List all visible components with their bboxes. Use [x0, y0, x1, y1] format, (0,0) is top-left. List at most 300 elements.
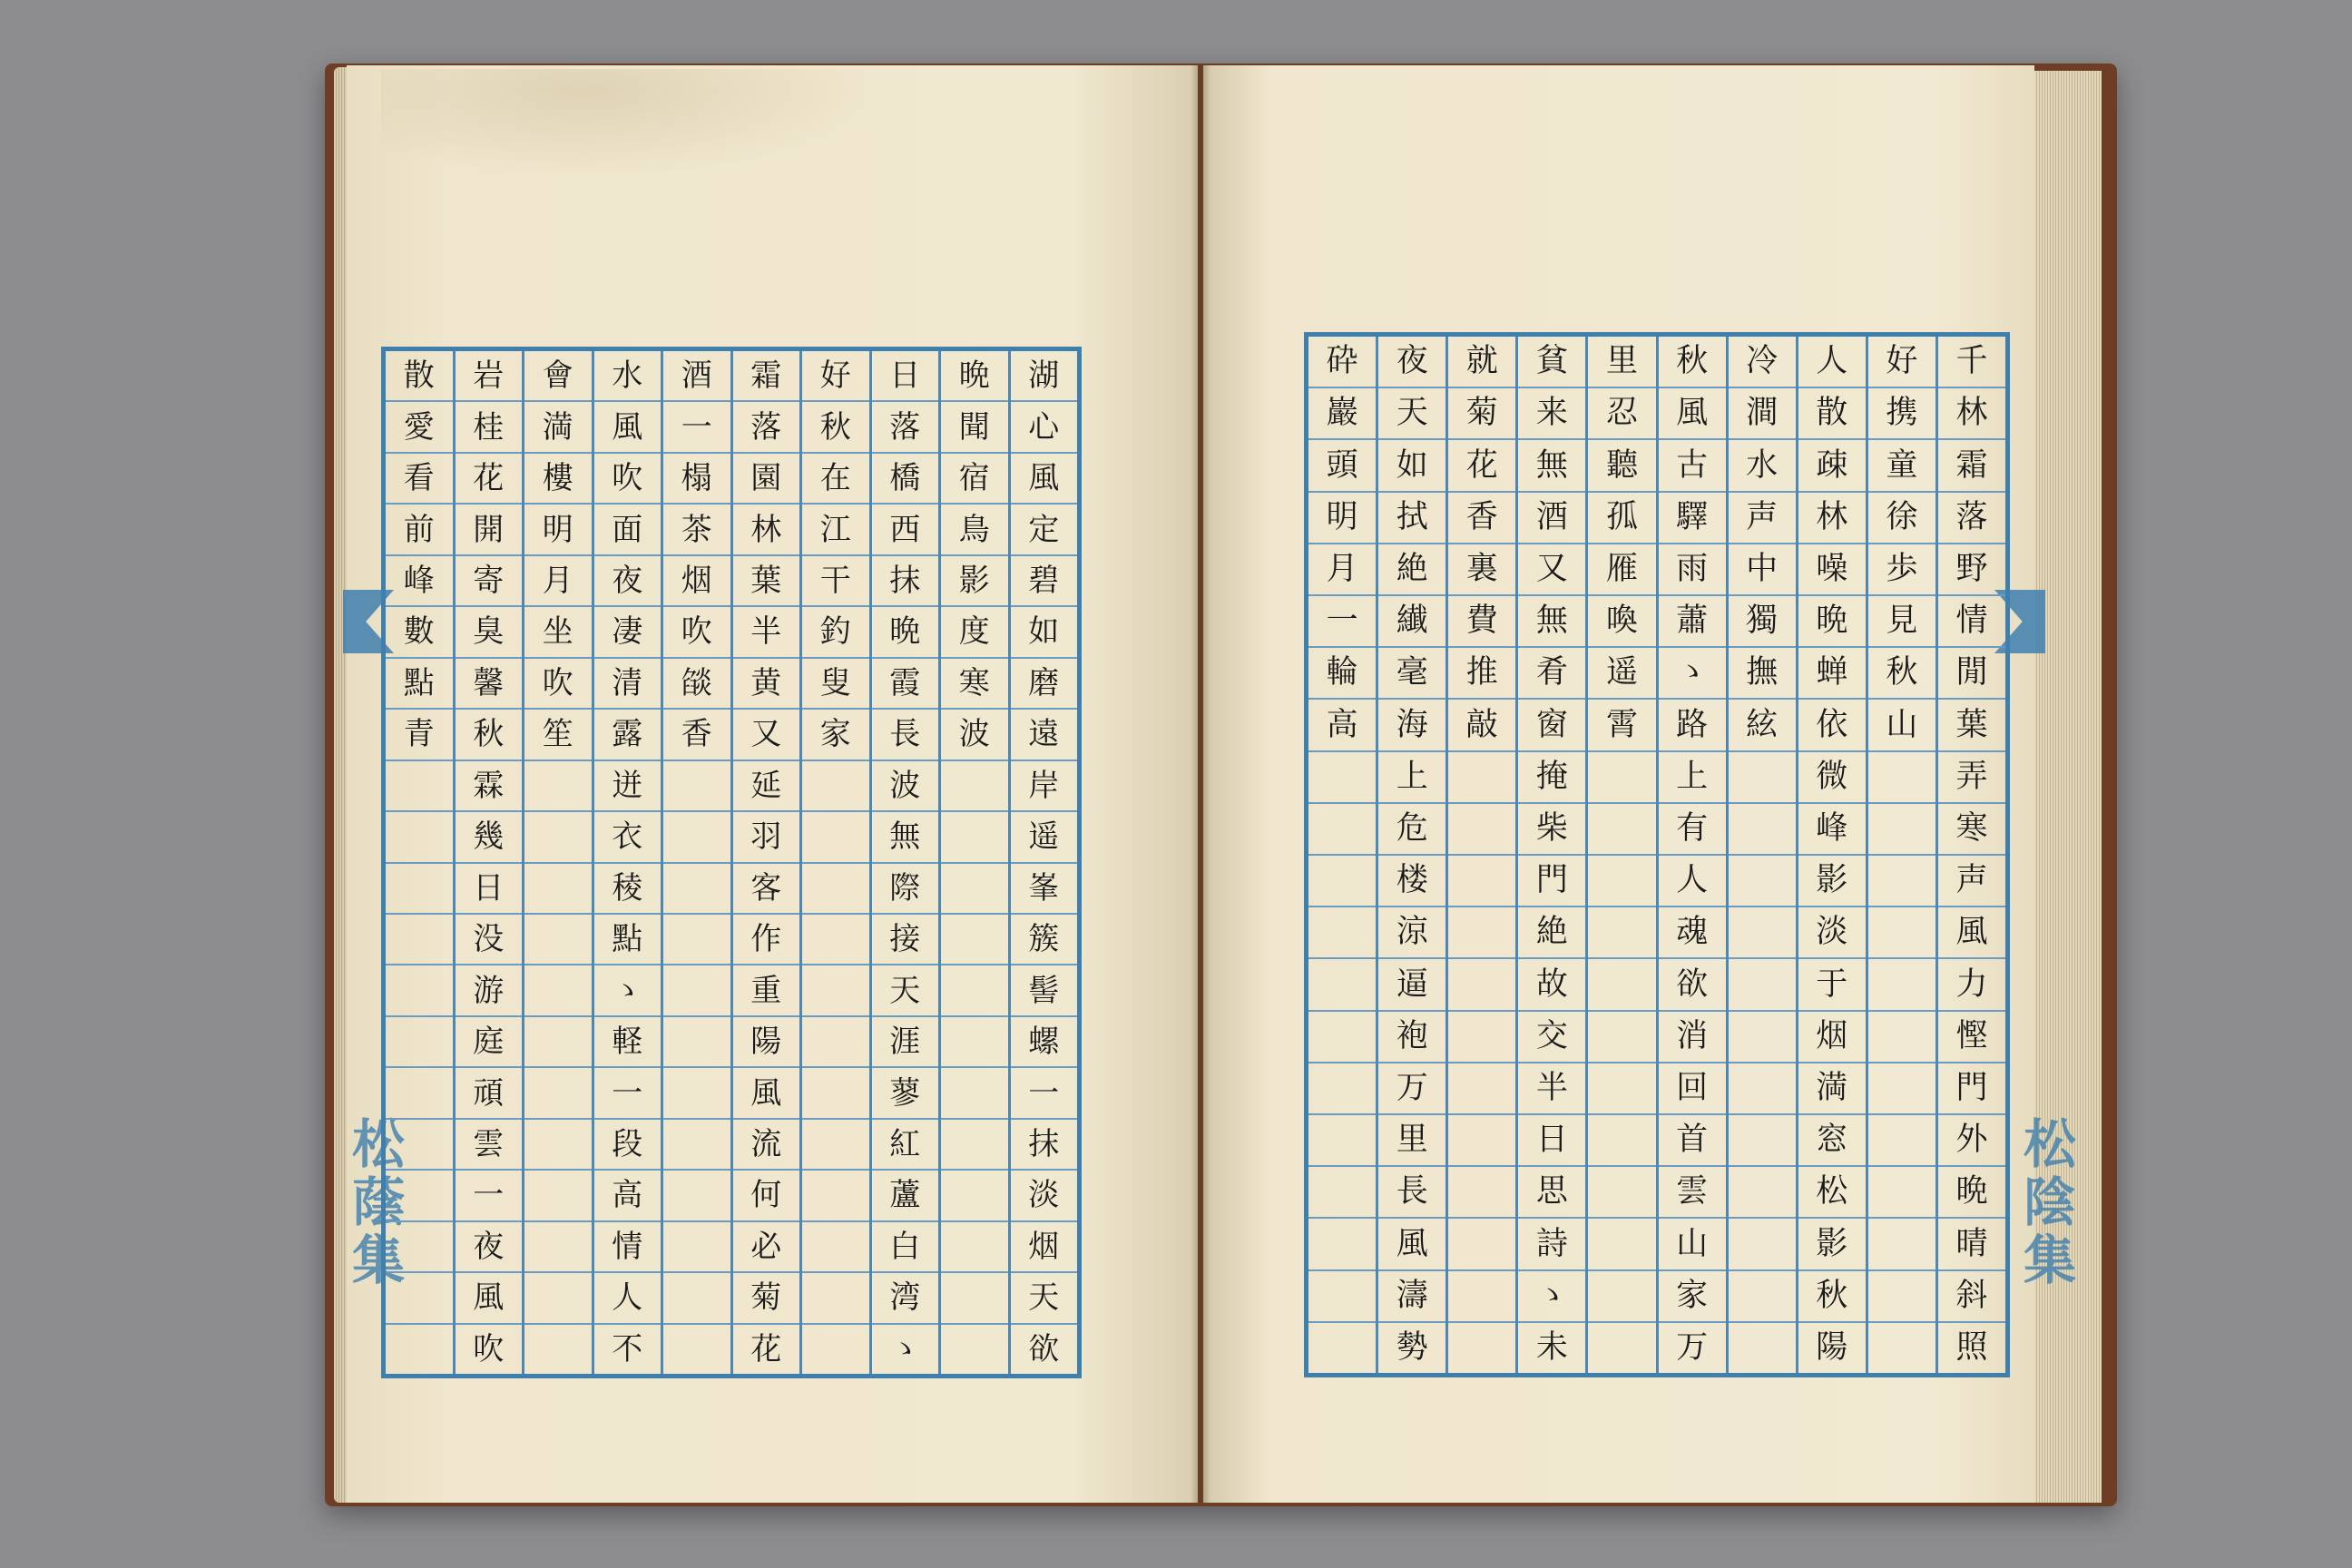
- grid-cell: [1868, 1219, 1936, 1270]
- grid-cell: [1448, 1323, 1515, 1373]
- grid-cell: [663, 1273, 730, 1324]
- grid-cell: 晩: [1938, 1167, 2005, 1219]
- grid-cell: [1868, 1012, 1936, 1063]
- grid-cell: 驛: [1659, 493, 1726, 544]
- grid-cell: 菊: [1448, 388, 1515, 440]
- grid-cell: 林: [733, 505, 800, 555]
- grid-cell: 蘆: [872, 1171, 939, 1221]
- grid-cell: 晴: [1938, 1219, 2005, 1270]
- grid-cell: 涯: [872, 1017, 939, 1068]
- grid-cell: 一: [1308, 596, 1376, 648]
- grid-cell: 撫: [1729, 648, 1796, 700]
- grid-cell: [802, 864, 869, 915]
- grid-cell: 月: [524, 556, 592, 607]
- grid-cell: 陽: [1816, 1328, 1848, 1366]
- grid-cell: [1588, 752, 1655, 804]
- grid-cell: 一: [1011, 1068, 1078, 1119]
- right-text-grid: [1304, 332, 2010, 1377]
- grid-cell: [1868, 804, 1936, 856]
- grid-cell: ゝ: [1659, 648, 1726, 700]
- grid-cell: 蓼: [872, 1068, 939, 1119]
- grid-cell: 絃: [1729, 700, 1796, 751]
- page-stain: [381, 69, 889, 178]
- grid-cell: 愛: [386, 402, 453, 453]
- grid-cell: 頑: [456, 1068, 523, 1119]
- grid-cell: [663, 915, 730, 965]
- grid-cell: 岩: [456, 351, 523, 402]
- grid-cell: 干: [802, 556, 869, 607]
- grid-cell: 夜: [1378, 337, 1446, 388]
- grid-cell: 水: [1729, 440, 1796, 492]
- grid-cell: 吹: [594, 454, 662, 505]
- grid-cell: 風: [1378, 1219, 1446, 1270]
- grid-cell: [802, 812, 869, 863]
- grid-cell: 波: [872, 761, 939, 812]
- grid-cell: 半: [733, 607, 800, 658]
- grid-cell: 万: [1676, 1328, 1709, 1366]
- grid-cell: 橋: [872, 454, 939, 505]
- text-column: [386, 351, 453, 1374]
- grid-cell: 海: [1378, 700, 1446, 751]
- grid-cell: 數: [386, 607, 453, 658]
- grid-cell: 延: [733, 761, 800, 812]
- grid-cell: 接: [872, 915, 939, 965]
- grid-cell: [941, 864, 1008, 915]
- grid-cell: 雨: [1659, 544, 1726, 596]
- grid-cell: 段: [594, 1120, 662, 1171]
- grid-cell: [1868, 1271, 1936, 1323]
- text-column: [1008, 351, 1078, 1374]
- grid-cell: 日: [872, 351, 939, 402]
- grid-cell: 一: [456, 1171, 523, 1221]
- grid-cell: 于: [1798, 959, 1866, 1011]
- grid-cell: 高: [1308, 700, 1376, 751]
- grid-cell: [1729, 907, 1796, 959]
- grid-cell: 螺: [1011, 1017, 1078, 1068]
- grid-cell: [1588, 1219, 1655, 1270]
- grid-cell: 噪: [1798, 544, 1866, 596]
- grid-cell: 微: [1798, 752, 1866, 804]
- grid-cell: 声: [1938, 856, 2005, 907]
- grid-cell: 風: [1659, 388, 1726, 440]
- grid-cell: 声: [1729, 493, 1796, 544]
- grid-cell: [386, 965, 453, 1016]
- grid-cell: [386, 864, 453, 915]
- grid-cell: [1868, 856, 1936, 907]
- grid-cell: 天: [1011, 1273, 1078, 1324]
- grid-cell: [1588, 907, 1655, 959]
- grid-cell: 無: [872, 812, 939, 863]
- grid-cell: 霖: [456, 761, 523, 812]
- grid-cell: 酒: [663, 351, 730, 402]
- text-column: [1656, 337, 1726, 1373]
- grid-cell: 酒: [1518, 493, 1585, 544]
- grid-cell: [663, 965, 730, 1016]
- grid-cell: 山: [1868, 700, 1936, 751]
- grid-cell: 迸: [594, 761, 662, 812]
- grid-cell: 日: [456, 864, 523, 915]
- grid-cell: 費: [1448, 596, 1515, 648]
- grid-cell: [1308, 1271, 1376, 1323]
- grid-cell: ゝ: [889, 1330, 921, 1367]
- grid-cell: 心: [1011, 402, 1078, 453]
- text-column: [1796, 337, 1866, 1373]
- grid-cell: 好: [802, 351, 869, 402]
- left-side-mark: 松蔭集: [343, 1116, 405, 1290]
- grid-cell: 携: [1868, 388, 1936, 440]
- grid-cell: [941, 1120, 1008, 1171]
- grid-cell: 峯: [1011, 864, 1078, 915]
- grid-cell: [802, 761, 869, 812]
- book-gutter: [1191, 65, 1210, 1503]
- grid-cell: 紅: [872, 1120, 939, 1171]
- grid-cell: 岸: [1011, 761, 1078, 812]
- grid-cell: 夜: [456, 1222, 523, 1273]
- grid-cell: 晩: [941, 351, 1008, 402]
- grid-cell: 必: [733, 1222, 800, 1273]
- grid-cell: 蕭: [1659, 596, 1726, 648]
- grid-cell: 無: [1518, 440, 1585, 492]
- grid-cell: 秋: [1659, 337, 1726, 388]
- grid-cell: 烟: [1011, 1222, 1078, 1273]
- grid-cell: 作: [733, 915, 800, 965]
- grid-cell: [524, 1273, 592, 1324]
- grid-cell: 看: [386, 454, 453, 505]
- grid-cell: [524, 965, 592, 1016]
- grid-cell: 絶: [1518, 907, 1585, 959]
- grid-cell: 菊: [733, 1273, 800, 1324]
- grid-cell: 濤: [1378, 1271, 1446, 1323]
- text-column: [522, 351, 592, 1374]
- grid-cell: 湾: [872, 1273, 939, 1324]
- grid-cell: 前: [386, 505, 453, 555]
- grid-cell: [1448, 1271, 1515, 1323]
- grid-cell: [802, 1120, 869, 1171]
- grid-cell: 釣: [802, 607, 869, 658]
- grid-cell: [663, 864, 730, 915]
- grid-cell: 髻: [1011, 965, 1078, 1016]
- grid-cell: 幾: [456, 812, 523, 863]
- grid-cell: 風: [456, 1273, 523, 1324]
- grid-cell: 有: [1659, 804, 1726, 856]
- grid-cell: [1308, 907, 1376, 959]
- grid-cell: 風: [1938, 907, 2005, 959]
- grid-cell: 霜: [1938, 440, 2005, 492]
- grid-cell: 影: [941, 556, 1008, 607]
- grid-cell: 雁: [1588, 544, 1655, 596]
- grid-cell: 影: [1798, 856, 1866, 907]
- grid-cell: [1448, 856, 1515, 907]
- grid-cell: [1448, 1063, 1515, 1115]
- text-column: [1446, 337, 1515, 1373]
- grid-cell: 秋: [456, 710, 523, 760]
- grid-cell: [802, 1325, 869, 1374]
- grid-cell: 情: [1938, 596, 2005, 648]
- grid-cell: 楼: [1378, 856, 1446, 907]
- grid-cell: [1868, 1167, 1936, 1219]
- grid-cell: [1308, 752, 1376, 804]
- grid-cell: 斜: [1938, 1271, 2005, 1323]
- grid-cell: [524, 1017, 592, 1068]
- grid-cell: 聽: [1588, 440, 1655, 492]
- grid-cell: 葉: [733, 556, 800, 607]
- grid-cell: [1588, 1063, 1655, 1115]
- grid-cell: 聞: [941, 402, 1008, 453]
- grid-cell: [663, 1325, 730, 1374]
- grid-cell: 點: [386, 659, 453, 710]
- grid-cell: [1729, 856, 1796, 907]
- text-column: [592, 351, 662, 1374]
- grid-cell: 香: [1448, 493, 1515, 544]
- grid-cell: 力: [1938, 959, 2005, 1011]
- grid-cell: 面: [594, 505, 662, 555]
- grid-cell: [1729, 752, 1796, 804]
- grid-cell: 寄: [456, 556, 523, 607]
- grid-cell: 頭: [1308, 440, 1376, 492]
- grid-cell: 一: [594, 1068, 662, 1119]
- grid-cell: 外: [1938, 1115, 2005, 1167]
- grid-cell: [941, 965, 1008, 1016]
- grid-cell: [386, 915, 453, 965]
- grid-cell: 茶: [663, 505, 730, 555]
- grid-cell: 弄: [1938, 752, 2005, 804]
- grid-cell: 無: [1518, 596, 1585, 648]
- grid-cell: 又: [733, 710, 800, 760]
- grid-cell: 散: [386, 351, 453, 402]
- grid-cell: 交: [1518, 1012, 1585, 1063]
- grid-cell: 忍: [1588, 388, 1655, 440]
- grid-cell: [1448, 1115, 1515, 1167]
- grid-cell: [524, 1068, 592, 1119]
- grid-cell: [1868, 959, 1936, 1011]
- grid-cell: 見: [1868, 596, 1936, 648]
- grid-cell: 魂: [1659, 907, 1726, 959]
- grid-cell: 逼: [1378, 959, 1446, 1011]
- grid-cell: 勢: [1396, 1328, 1428, 1366]
- grid-cell: 榻: [663, 454, 730, 505]
- grid-cell: 閒: [1938, 648, 2005, 700]
- grid-cell: 万: [1378, 1063, 1446, 1115]
- grid-cell: 花: [750, 1330, 782, 1367]
- grid-cell: 西: [872, 505, 939, 555]
- grid-cell: 在: [802, 454, 869, 505]
- grid-cell: 窗: [1518, 700, 1585, 751]
- grid-cell: 秋: [1798, 1271, 1866, 1323]
- grid-cell: 童: [1868, 440, 1936, 492]
- grid-cell: 天: [872, 965, 939, 1016]
- grid-cell: 絶: [1378, 544, 1446, 596]
- grid-cell: [386, 1171, 453, 1221]
- grid-cell: 喚: [1588, 596, 1655, 648]
- grid-cell: [1588, 856, 1655, 907]
- grid-cell: 満: [524, 402, 592, 453]
- grid-cell: 門: [1518, 856, 1585, 907]
- grid-cell: [1588, 1115, 1655, 1167]
- grid-cell: 消: [1659, 1012, 1726, 1063]
- grid-cell: [1448, 804, 1515, 856]
- grid-cell: 露: [594, 710, 662, 760]
- grid-cell: 長: [1378, 1167, 1446, 1219]
- grid-cell: 孤: [1588, 493, 1655, 544]
- grid-cell: [1868, 1063, 1936, 1115]
- grid-cell: 雲: [456, 1120, 523, 1171]
- grid-cell: [802, 1273, 869, 1324]
- grid-cell: [1308, 959, 1376, 1011]
- grid-cell: 雲: [1659, 1167, 1726, 1219]
- grid-cell: 輪: [1308, 648, 1376, 700]
- grid-cell: 晩: [1798, 596, 1866, 648]
- grid-cell: 秋: [1868, 648, 1936, 700]
- grid-cell: 軽: [594, 1017, 662, 1068]
- grid-cell: 寒: [1938, 804, 2005, 856]
- grid-cell: 客: [733, 864, 800, 915]
- grid-cell: 會: [524, 351, 592, 402]
- grid-cell: [386, 1120, 453, 1171]
- grid-cell: [524, 761, 592, 812]
- grid-cell: 遠: [1011, 710, 1078, 760]
- grid-cell: [941, 761, 1008, 812]
- grid-cell: [1868, 907, 1936, 959]
- grid-cell: 簇: [1011, 915, 1078, 965]
- grid-cell: [1729, 1115, 1796, 1167]
- grid-cell: [941, 1171, 1008, 1221]
- grid-cell: 冷: [1729, 337, 1796, 388]
- grid-cell: 霜: [733, 351, 800, 402]
- grid-cell: 中: [1729, 544, 1796, 596]
- grid-cell: 風: [594, 402, 662, 453]
- grid-cell: 桂: [456, 402, 523, 453]
- grid-cell: 香: [663, 710, 730, 760]
- grid-cell: 園: [733, 454, 800, 505]
- grid-cell: 羽: [733, 812, 800, 863]
- grid-cell: 回: [1659, 1063, 1726, 1115]
- grid-cell: 花: [1448, 440, 1515, 492]
- grid-cell: 林: [1938, 388, 2005, 440]
- grid-cell: [802, 965, 869, 1016]
- text-column: [938, 351, 1008, 1374]
- grid-cell: [524, 1222, 592, 1273]
- grid-cell: 来: [1518, 388, 1585, 440]
- grid-cell: 肴: [1518, 648, 1585, 700]
- grid-cell: 高: [594, 1171, 662, 1221]
- grid-cell: 柴: [1518, 804, 1585, 856]
- grid-cell: 裏: [1448, 544, 1515, 596]
- grid-cell: 疎: [1798, 440, 1866, 492]
- right-side-mark: 松陰集: [2014, 1116, 2076, 1290]
- grid-cell: [1588, 959, 1655, 1011]
- grid-cell: 貧: [1518, 337, 1585, 388]
- grid-cell: 山: [1659, 1219, 1726, 1270]
- grid-cell: 没: [456, 915, 523, 965]
- grid-cell: 家: [1659, 1271, 1726, 1323]
- grid-cell: 未: [1535, 1328, 1568, 1366]
- grid-cell: 欲: [1659, 959, 1726, 1011]
- grid-cell: [941, 1068, 1008, 1119]
- grid-cell: [1588, 1271, 1655, 1323]
- grid-cell: [1448, 752, 1515, 804]
- grid-cell: [1729, 1323, 1796, 1373]
- grid-cell: 鳥: [941, 505, 1008, 555]
- grid-cell: [941, 1222, 1008, 1273]
- grid-cell: [1448, 1219, 1515, 1270]
- grid-cell: 凄: [594, 607, 662, 658]
- grid-cell: [524, 915, 592, 965]
- grid-cell: 點: [594, 915, 662, 965]
- grid-cell: [386, 1273, 453, 1324]
- text-column: [1936, 337, 2005, 1373]
- text-column: [799, 351, 869, 1374]
- grid-cell: 上: [1378, 752, 1446, 804]
- grid-cell: 落: [1938, 493, 2005, 544]
- grid-cell: 花: [456, 454, 523, 505]
- grid-cell: [1729, 959, 1796, 1011]
- grid-cell: 水: [594, 351, 662, 402]
- grid-cell: 推: [1448, 648, 1515, 700]
- grid-cell: [941, 915, 1008, 965]
- grid-cell: [1308, 1063, 1376, 1115]
- grid-cell: 思: [1518, 1167, 1585, 1219]
- grid-cell: [524, 1325, 592, 1374]
- grid-cell: 不: [612, 1330, 643, 1367]
- grid-cell: 燄: [663, 659, 730, 710]
- grid-cell: 首: [1659, 1115, 1726, 1167]
- grid-cell: 風: [733, 1068, 800, 1119]
- grid-cell: 庭: [456, 1017, 523, 1068]
- grid-cell: [1729, 1063, 1796, 1115]
- grid-cell: 又: [1518, 544, 1585, 596]
- grid-cell: 家: [802, 710, 869, 760]
- grid-cell: [1868, 1115, 1936, 1167]
- grid-cell: 欲: [1028, 1330, 1060, 1367]
- grid-cell: 満: [1798, 1063, 1866, 1115]
- grid-cell: [663, 761, 730, 812]
- grid-cell: 如: [1011, 607, 1078, 658]
- grid-cell: [386, 1068, 453, 1119]
- grid-cell: 烟: [1798, 1012, 1866, 1063]
- grid-cell: 波: [941, 710, 1008, 760]
- grid-cell: 千: [1938, 337, 2005, 388]
- grid-cell: 衣: [594, 812, 662, 863]
- grid-cell: 開: [456, 505, 523, 555]
- grid-cell: [1448, 907, 1515, 959]
- grid-cell: 松: [1798, 1167, 1866, 1219]
- grid-cell: [1308, 1115, 1376, 1167]
- grid-cell: 人: [594, 1273, 662, 1324]
- text-column: [1308, 337, 1376, 1373]
- grid-cell: 纎: [1378, 596, 1446, 648]
- grid-cell: 樓: [524, 454, 592, 505]
- grid-cell: [1588, 1323, 1655, 1373]
- grid-cell: 霞: [872, 659, 939, 710]
- grid-cell: 窓: [1798, 1115, 1866, 1167]
- grid-cell: 門: [1938, 1063, 2005, 1115]
- grid-cell: 吹: [524, 659, 592, 710]
- grid-cell: [663, 1222, 730, 1273]
- grid-cell: 重: [733, 965, 800, 1016]
- text-column: [453, 351, 523, 1374]
- grid-cell: 袍: [1378, 1012, 1446, 1063]
- grid-cell: [941, 812, 1008, 863]
- text-column: [661, 351, 730, 1374]
- left-text-grid: [381, 347, 1082, 1378]
- grid-cell: 吹: [663, 607, 730, 658]
- grid-cell: [1588, 804, 1655, 856]
- grid-cell: [1448, 1167, 1515, 1219]
- grid-cell: 日: [1518, 1115, 1585, 1167]
- grid-cell: 寒: [941, 659, 1008, 710]
- grid-cell: 獨: [1729, 596, 1796, 648]
- grid-cell: 叟: [802, 659, 869, 710]
